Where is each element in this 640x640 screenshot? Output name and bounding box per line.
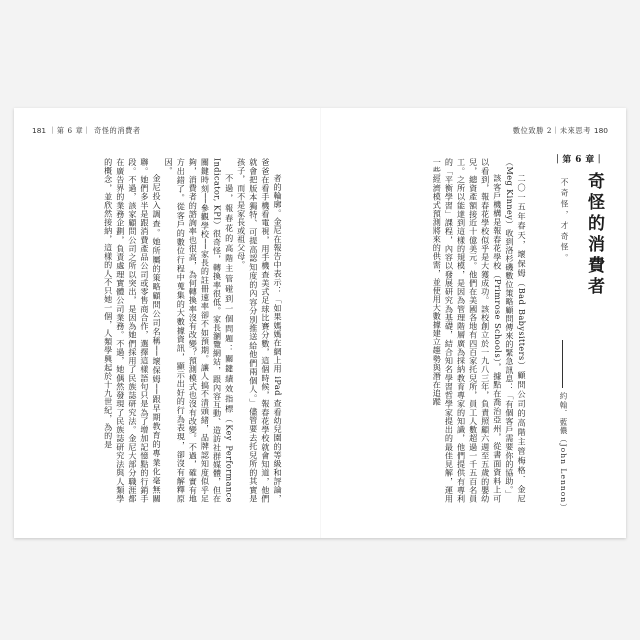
left-page	[14, 108, 320, 538]
book-spread	[14, 108, 626, 538]
paragraph: 二〇一五年春天，壞保姆（Bad Babysitters）顧問公司的高階主管梅格．金尼（Meg Kinney）收到洛杉磯數位策略顧問傳來的緊急訊息：「有個客戶需要你的協助。」	[504, 158, 527, 503]
right-body-text	[338, 158, 528, 503]
attribution-rule	[562, 340, 563, 388]
epigraph: 不奇怪，才奇怪。	[560, 178, 569, 265]
left-page-number: 181	[32, 126, 47, 135]
paragraph: 者的輪廓。金尼在報告中表示：「如果媽媽在網上用 iPad 查看幼兒園的等級和評論，爸爸在看手機看電視，用手機查美式足球比賽分數，這個時候，報春花學校就會知道，他們就會把版本獨特、可提高認知度的內容分別推送給他們兩個人。」儘管要去托兒所的其實是孩子，而不是家長或祖父母。	[236, 158, 283, 503]
chapter-title: 奇怪的消費者	[584, 172, 604, 298]
paragraph: 該客戶機構是報春花學校（Primrose Schools），據點在喬治亞州，從書面資料上可以看到，報春花學校似乎是大獲成功。該校創立於一九八三年，負責照顧六週至五歲的嬰幼兒，總資產額接近十億美元。他們在美國各地有四百家托兒所，員工人數超過一千五百名員工。之所以能達到這樣的規模，是因為管理階層廣為採納教育專家的知識，他們提供有專利的「平衡學習」課程，內容以發展研究為基礎，結合知名學習哲學家提出的最佳見解，運用一些經濟模式預測將來的供需，並使用大數據建立趨勢與潛在追蹤	[432, 158, 503, 503]
paragraph: 不過，報春花的高階主管碰到一個問題：關鍵績效指標（Key Performance Indicator, KPI）很奇怪，轉換率很低。家長瀏覽網站，跟內容互動、造訪社群媒體，但在關鍵時刻──參觀學校──家長的註冊速率卻不如預期。讓人搞不清頭緒，品牌認知度似乎足夠，消費者的諮詢率也很高，為何轉換率沒有改變？預測模式也沒有改變。不過，確實有地方出錯了。從客戶的數位行程中蒐集的大數據資訊，顯示出好的行為表現，卻沒有解釋原因。	[164, 158, 235, 503]
right-running-head: 數位致勝 2｜未來思考	[512, 126, 591, 135]
left-running-head: ｜第 6 章｜ 奇怪的消費者	[49, 126, 141, 135]
left-page-header	[32, 126, 141, 136]
right-page-number: 180	[593, 126, 608, 135]
epigraph-attribution: 約翰．藍儂（John Lennon）	[559, 392, 568, 512]
paragraph: 金尼投入調查。她所屬的策略顧問公司名稱──壞保姆──跟早期教育的專業化毫無關聯。她們多半是跟消費產品公司或零售商合作，選擇這樣語句只是為了增加記憶點的行銷手段。不過，該家顧問公司之所以突出，是因為她們採用了民族誌研究法。金尼大部分職涯都在廣告界的業務企劃，負責處理實體公司業務。不過，她偶然發現了民族誌研究法與人類學的概念，並欣然接納，這樣的人不只她一個，人類學興起於十九世紀，為的是	[103, 158, 163, 503]
right-page-header	[513, 126, 608, 136]
chapter-number: ｜第 6 章｜	[553, 155, 604, 165]
left-body-text	[32, 158, 284, 503]
right-page	[320, 108, 626, 538]
